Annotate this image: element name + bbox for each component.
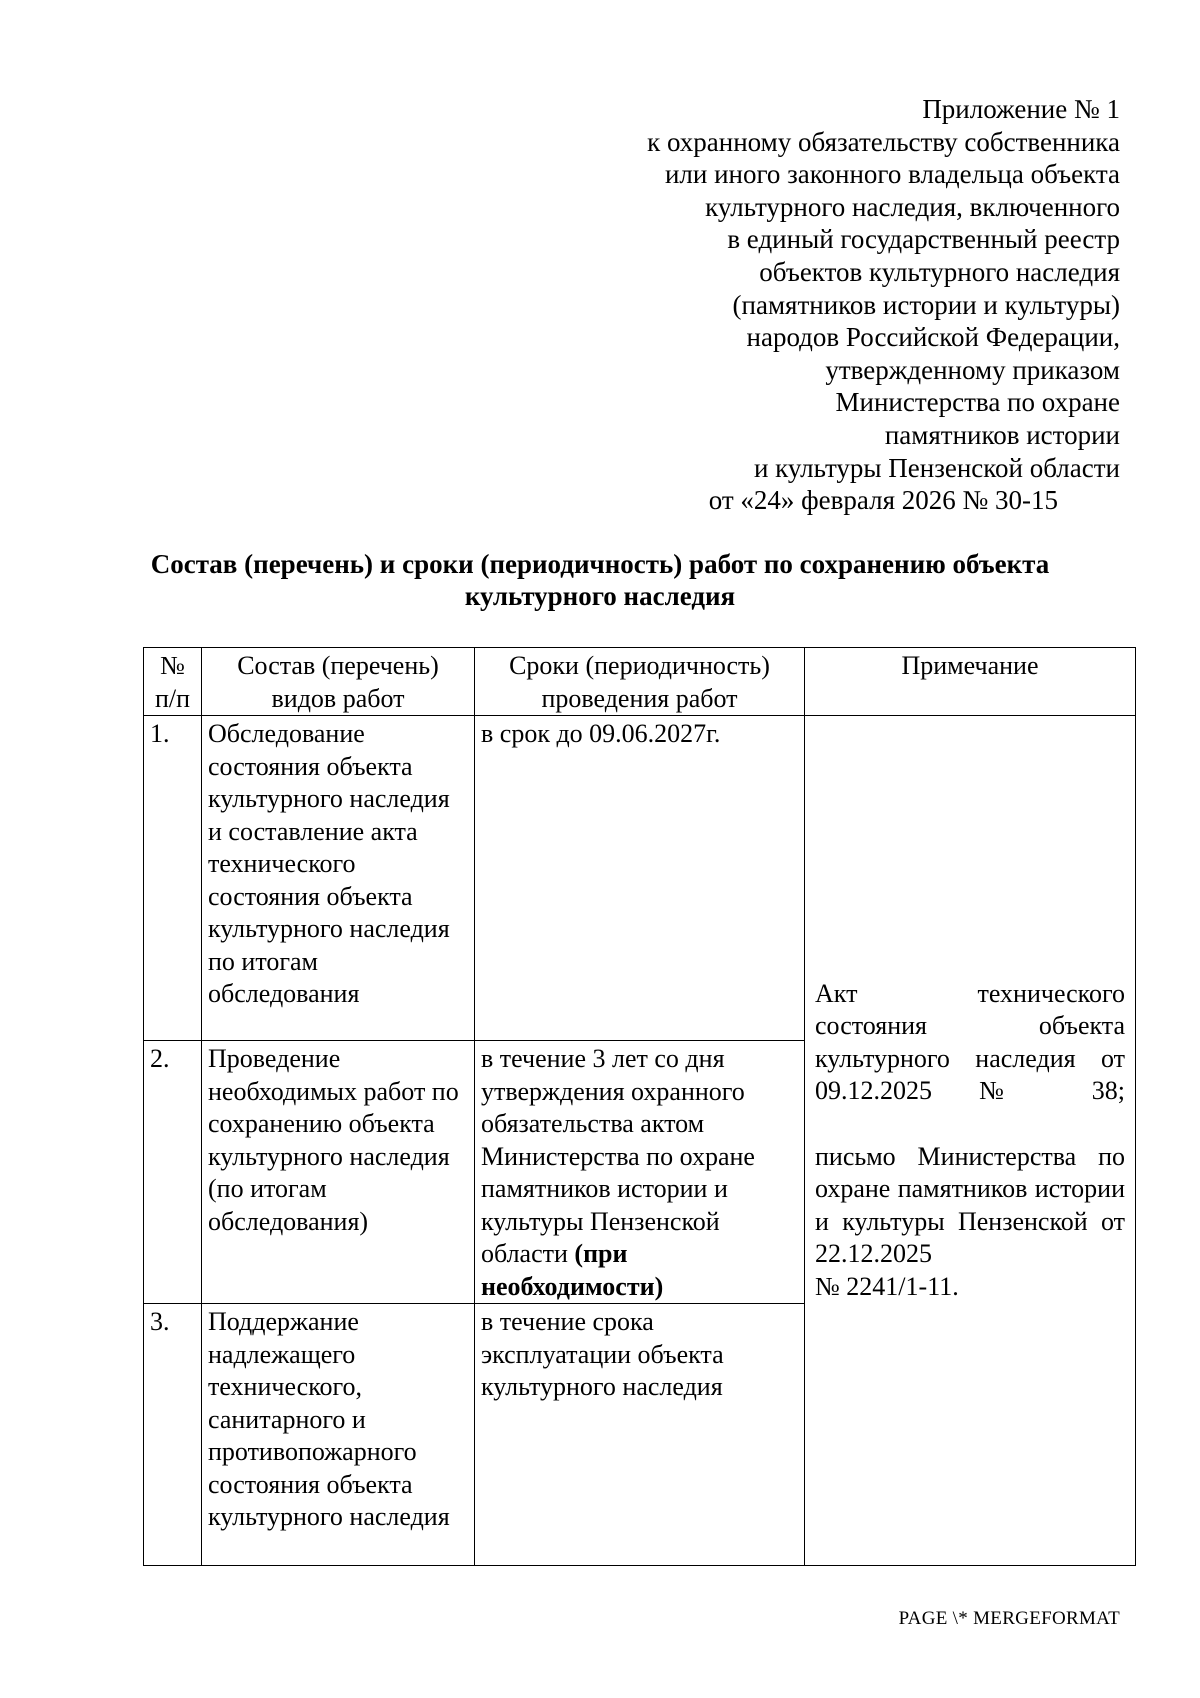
- appendix-line: и культуры Пензенской области: [753, 452, 1120, 483]
- appendix-line: народов Российской Федерации,: [746, 322, 1120, 353]
- note-letter-number: № 2241/1-11.: [815, 1271, 959, 1301]
- appendix-line: Министерства по охране: [835, 387, 1120, 418]
- appendix-line: культурного наследия, включенного: [705, 191, 1120, 222]
- appendix-line: (памятников истории и культуры): [732, 289, 1120, 320]
- row-number: 1.: [144, 716, 202, 1041]
- row-terms: в течение срока эксплуатации объекта культурного наследия: [475, 1304, 805, 1566]
- appendix-date-line: от «24» февраля 2026 № 30-15: [708, 485, 1058, 516]
- row-terms: в срок до 09.06.2027г.: [475, 716, 805, 1041]
- document-title-line: культурного наследия: [464, 581, 736, 611]
- works-table: [143, 647, 1136, 1566]
- row-works: Обследование состояния объекта культурного наследия и составление акта технического состояния объекта культурного наследия по итогам обследования: [202, 716, 475, 1041]
- table-header-row: [144, 648, 1136, 716]
- appendix-line: Приложение № 1: [922, 94, 1120, 124]
- row-terms-text: в течение 3 лет со дня утверждения охранного обязательства актом Министерства по охране памятников истории и культуры Пензенской области: [481, 1044, 755, 1268]
- header-works: Состав (перечень) видов работ: [202, 648, 475, 716]
- appendix-header: [360, 93, 1120, 517]
- appendix-line: объектов культурного наследия: [759, 256, 1120, 287]
- header-terms: Сроки (периодичность) проведения работ: [475, 648, 805, 716]
- row-terms-condition: (при необходимости): [481, 1239, 664, 1301]
- row-terms: [475, 1041, 805, 1304]
- header-note: Примечание: [805, 648, 1136, 716]
- appendix-line: в единый государственный реестр: [727, 224, 1120, 255]
- note-cell: [805, 716, 1136, 1566]
- page-footer-field: PAGE \* MERGEFORMAT: [898, 1608, 1120, 1629]
- header-number: № п/п: [144, 648, 202, 716]
- appendix-line: утвержденному приказом: [825, 354, 1120, 385]
- row-works: Поддержание надлежащего технического, санитарного и противопожарного состояния объекта культурного наследия: [202, 1304, 475, 1566]
- appendix-line: или иного законного владельца объекта: [664, 159, 1120, 190]
- appendix-line: к охранному обязательству собственника: [647, 126, 1120, 157]
- row-number: 2.: [144, 1041, 202, 1304]
- document-title: [130, 548, 1070, 612]
- appendix-line: памятников истории: [884, 419, 1120, 450]
- note-letter: письмо Министерства по охране памятников истории и культуры Пензенской от 22.12.2025: [815, 1141, 1125, 1269]
- document-title-line: Состав (перечень) и сроки (периодичность) работ по сохранению объекта: [150, 549, 1050, 579]
- row-works: Проведение необходимых работ по сохранению объекта культурного наследия (по итогам обследования): [202, 1041, 475, 1304]
- row-number: 3.: [144, 1304, 202, 1566]
- table-row: [144, 716, 1136, 1041]
- note-act: Акт технического состояния объекта культурного наследия от 09.12.2025 № 38;: [815, 978, 1125, 1106]
